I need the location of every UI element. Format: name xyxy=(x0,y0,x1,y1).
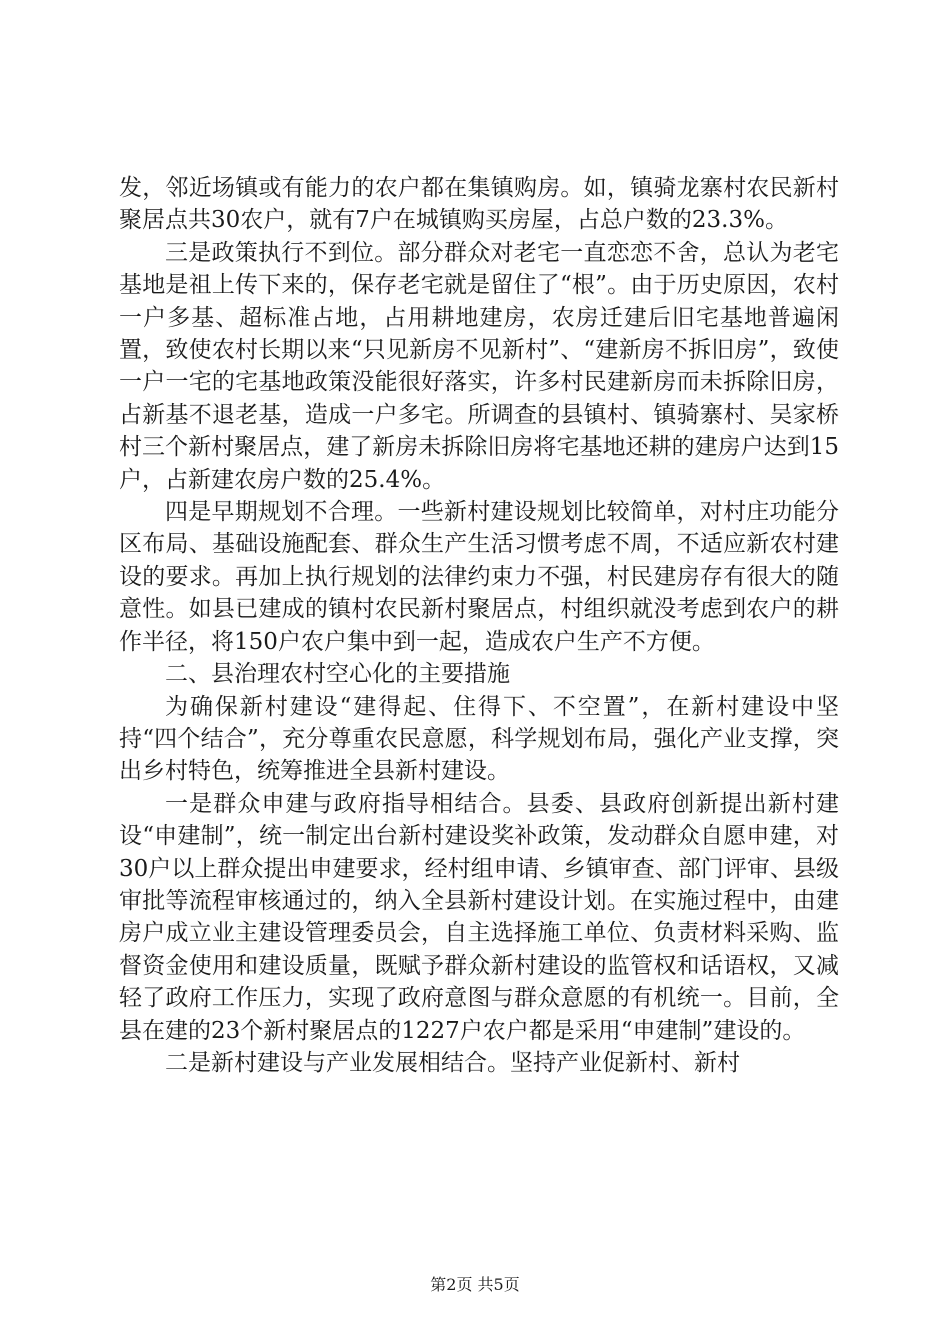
paragraph-continuation: 发，邻近场镇或有能力的农户都在集镇购房。如，镇骑龙寨村农民新村聚居点共30农户，就有7户在城镇购买房屋，占总户数的23.3%。 xyxy=(119,175,839,234)
paragraph-measure-two: 二是新村建设与产业发展相结合。坚持产业促新村、新村 xyxy=(165,1049,740,1076)
document-body xyxy=(119,172,839,1079)
paragraph-intro-measures: 为确保新村建设“建得起、住得下、不空置”，在新村建设中坚持“四个结合”，充分尊重农民意愿，科学规划布局，强化产业支撑，突出乡村特色，统筹推进全县新村建设。 xyxy=(119,693,839,785)
section-heading: 二、县治理农村空心化的主要措施 xyxy=(165,661,510,688)
paragraph-measure-one: 一是群众申建与政府指导相结合。县委、县政府创新提出新村建设“申建制”，统一制定出台新村建设奖补政策，发动群众自愿申建，对30户以上群众提出申建要求，经村组申请、乡镇审查、部门评审、县级审批等流程审核通过的，纳入全县新村建设计划。在实施过程中，由建房户成立业主建设管理委员会，自主选择施工单位、负责材料采购、监督资金使用和建设质量，既赋予群众新村建设的监管权和话语权，又减轻了政府工作压力，实现了政府意图与群众意愿的有机统一。目前，全县在建的23个新村聚居点的1227户农户都是采用“申建制”建设的。 xyxy=(119,790,839,1044)
paragraph-early-planning: 四是早期规划不合理。一些新村建设规划比较简单，对村庄功能分区布局、基础设施配套、群众生产生活习惯考虑不周，不适应新农村建设的要求。再加上执行规划的法律约束力不强，村民建房存有很大的随意性。如县已建成的镇村农民新村聚居点，村组织就没考虑到农户的耕作半径，将150户农户集中到一起，造成农户生产不方便。 xyxy=(119,499,839,655)
page-number-footer: 第2页 共5页 xyxy=(430,1275,520,1294)
paragraph-policy-execution: 三是政策执行不到位。部分群众对老宅一直恋恋不舍，总认为老宅基地是祖上传下来的，保存老宅就是留住了“根”。由于历史原因，农村一户多基、超标准占地，占用耕地建房，农房迁建后旧宅基地普遍闲置，致使农村长期以来“只见新房不见新村”、“建新房不拆旧房”，致使一户一宅的宅基地政策没能很好落实，许多村民建新房而未拆除旧房，占新基不退老基，造成一户多宅。所调查的县镇村、镇骑寨村、吴家桥村三个新村聚居点，建了新房未拆除旧房将宅基地还耕的建房户达到15户，占新建农房户数的25.4%。 xyxy=(119,239,839,493)
